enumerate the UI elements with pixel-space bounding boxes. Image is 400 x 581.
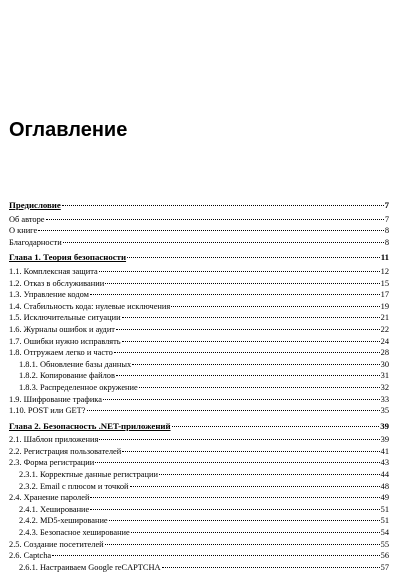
dot-leader xyxy=(38,230,384,231)
toc-entry[interactable] xyxy=(9,539,389,551)
toc-entry[interactable] xyxy=(9,457,389,469)
toc-entry[interactable] xyxy=(9,336,389,348)
toc-page-number: 30 xyxy=(380,359,389,369)
toc-page-number: 31 xyxy=(380,371,389,381)
toc-page-number: 7 xyxy=(384,214,389,224)
toc-entry-title: 2.6. Captcha xyxy=(9,551,52,561)
toc-page-number: 54 xyxy=(380,528,389,538)
toc-entry-title: 2.4. Хранение паролей xyxy=(9,493,90,503)
toc-section-chapter-1 xyxy=(9,252,389,416)
dot-leader xyxy=(162,567,380,568)
toc-entry[interactable] xyxy=(9,370,389,382)
dot-leader xyxy=(90,294,380,295)
toc-entry[interactable] xyxy=(9,289,389,301)
toc-page-number: 7 xyxy=(384,200,389,210)
toc-entry[interactable] xyxy=(9,278,389,290)
toc-entry[interactable] xyxy=(9,214,389,226)
toc-page-number: 15 xyxy=(380,278,389,288)
toc-heading[interactable] xyxy=(9,200,389,212)
toc-entry-title: Предисловие xyxy=(9,200,61,210)
toc-entry[interactable] xyxy=(9,347,389,359)
toc-entry[interactable] xyxy=(9,301,389,313)
toc-page-number: 35 xyxy=(380,406,389,416)
toc-entry-title: 1.8. Отгружаем легко и часто xyxy=(9,348,113,358)
toc-entry-title: О книге xyxy=(9,226,38,236)
toc-entry-title: 1.9. Шифрование трафика xyxy=(9,394,102,404)
toc-entry[interactable] xyxy=(9,527,389,539)
toc-entry-title: 2.4.2. MD5-хеширование xyxy=(19,516,108,526)
toc-page-number: 33 xyxy=(380,394,389,404)
dot-leader xyxy=(52,555,380,556)
toc-entry-title: 1.4. Стабильность кода: нулевые исключения xyxy=(9,301,171,311)
toc-page-number: 21 xyxy=(380,313,389,323)
toc-page-number: 22 xyxy=(380,324,389,334)
dot-leader xyxy=(105,283,379,284)
dot-leader xyxy=(105,544,380,545)
dot-leader xyxy=(103,399,380,400)
toc-entry-title: 1.8.2. Копирование файлов xyxy=(19,371,115,381)
toc-page-number: 11 xyxy=(380,252,389,263)
toc-entry-title: 2.5. Создание посетителей xyxy=(9,539,104,549)
toc-entry[interactable] xyxy=(9,504,389,516)
dot-leader xyxy=(159,474,380,475)
toc-entry[interactable] xyxy=(9,382,389,394)
toc-section-preface xyxy=(9,200,389,248)
dot-leader xyxy=(139,387,380,388)
toc-entry-title: 1.10. POST или GET? xyxy=(9,406,86,416)
toc-entry[interactable] xyxy=(9,225,389,237)
toc-entry-title: 2.4.3. Безопасное хеширование xyxy=(19,528,130,538)
dot-leader xyxy=(62,205,384,206)
toc-entry-title: 2.4.1. Хеширование xyxy=(19,504,90,514)
page-title: Оглавление xyxy=(9,119,128,141)
toc-entry-title: 2.3. Форма регистрации xyxy=(9,458,95,468)
toc-entry[interactable] xyxy=(9,550,389,562)
dot-leader xyxy=(99,271,380,272)
toc-entry-title: 1.6. Журналы ошибок и аудит xyxy=(9,324,115,334)
toc-page-number: 24 xyxy=(380,336,389,346)
toc-page-number: 56 xyxy=(380,551,389,561)
toc-page-number: 12 xyxy=(380,266,389,276)
dot-leader xyxy=(172,426,380,427)
dot-leader xyxy=(122,341,380,342)
toc-page-number: 55 xyxy=(380,539,389,549)
toc-entry[interactable] xyxy=(9,266,389,278)
toc-entry-title: 1.1. Комплексная защита xyxy=(9,266,98,276)
toc-entry-title: 2.3.2. Email с плюсом и точкой xyxy=(19,481,129,491)
toc-page-number: 49 xyxy=(380,493,389,503)
dot-leader xyxy=(116,329,380,330)
toc-entry[interactable] xyxy=(9,515,389,527)
toc-entry[interactable] xyxy=(9,434,389,446)
toc-page-number: 48 xyxy=(380,481,389,491)
toc-entry-title: 2.2. Регистрация пользователей xyxy=(9,446,122,456)
toc-entry-title: Глава 1. Теория безопасности xyxy=(9,252,127,263)
dot-leader xyxy=(131,532,380,533)
toc-page-number: 8 xyxy=(384,237,389,247)
toc-entry[interactable] xyxy=(9,237,389,249)
dot-leader xyxy=(63,242,384,243)
dot-leader xyxy=(114,352,380,353)
toc-entry-title: 1.8.3. Распределенное окружение xyxy=(19,382,138,392)
toc-entry[interactable] xyxy=(9,394,389,406)
dot-leader xyxy=(95,462,379,463)
toc-entry-title: 2.1. Шаблон приложения xyxy=(9,435,99,445)
toc-entry-title: 2.6.1. Настраиваем Google reCAPTCHA xyxy=(19,562,161,572)
toc-heading[interactable] xyxy=(9,252,389,264)
toc-page-number: 44 xyxy=(380,470,389,480)
toc-entry-title: 2.3.1. Корректные данные регистрации xyxy=(19,470,158,480)
dot-leader xyxy=(127,257,380,258)
dot-leader xyxy=(90,509,379,510)
toc-entry[interactable] xyxy=(9,469,389,481)
toc-entry[interactable] xyxy=(9,405,389,417)
toc-entry-title: Благодарности xyxy=(9,237,62,247)
dot-leader xyxy=(46,219,384,220)
toc-entry[interactable] xyxy=(9,446,389,458)
table-of-contents xyxy=(9,200,389,573)
toc-entry-title: 1.8.1. Обновление базы данных xyxy=(19,359,132,369)
dot-leader xyxy=(87,410,380,411)
dot-leader xyxy=(116,375,380,376)
toc-entry[interactable] xyxy=(9,481,389,493)
toc-section-chapter-2 xyxy=(9,421,389,574)
toc-heading[interactable] xyxy=(9,421,389,433)
toc-entry-title: 1.7. Ошибки нужно исправлять xyxy=(9,336,121,346)
dot-leader xyxy=(130,486,380,487)
toc-page-number: 41 xyxy=(380,446,389,456)
toc-entry[interactable] xyxy=(9,492,389,504)
toc-page-number: 39 xyxy=(380,420,389,431)
dot-leader xyxy=(90,497,379,498)
toc-page-number: 17 xyxy=(380,290,389,300)
toc-page-number: 43 xyxy=(380,458,389,468)
toc-page-number: 28 xyxy=(380,348,389,358)
dot-leader xyxy=(171,306,379,307)
toc-entry-title: 1.5. Исключительные ситуации xyxy=(9,313,121,323)
dot-leader xyxy=(109,520,380,521)
dot-leader xyxy=(132,364,379,365)
dot-leader xyxy=(122,451,379,452)
toc-page-number: 51 xyxy=(380,516,389,526)
toc-page-number: 39 xyxy=(380,435,389,445)
toc-page-number: 51 xyxy=(380,504,389,514)
toc-entry-title: 1.3. Управление кодом xyxy=(9,290,89,300)
dot-leader xyxy=(99,439,379,440)
toc-entry[interactable] xyxy=(9,359,389,371)
dot-leader xyxy=(122,317,380,318)
toc-entry[interactable] xyxy=(9,324,389,336)
toc-page-number: 8 xyxy=(384,226,389,236)
toc-entry[interactable] xyxy=(9,562,389,574)
toc-entry-title: Об авторе xyxy=(9,214,45,224)
toc-page-number: 32 xyxy=(380,382,389,392)
toc-entry[interactable] xyxy=(9,312,389,324)
toc-page-number: 57 xyxy=(380,562,389,572)
toc-entry-title: Глава 2. Безопасность .NET-приложений xyxy=(9,420,171,431)
toc-page-number: 19 xyxy=(380,301,389,311)
toc-entry-title: 1.2. Отказ в обслуживании xyxy=(9,278,105,288)
